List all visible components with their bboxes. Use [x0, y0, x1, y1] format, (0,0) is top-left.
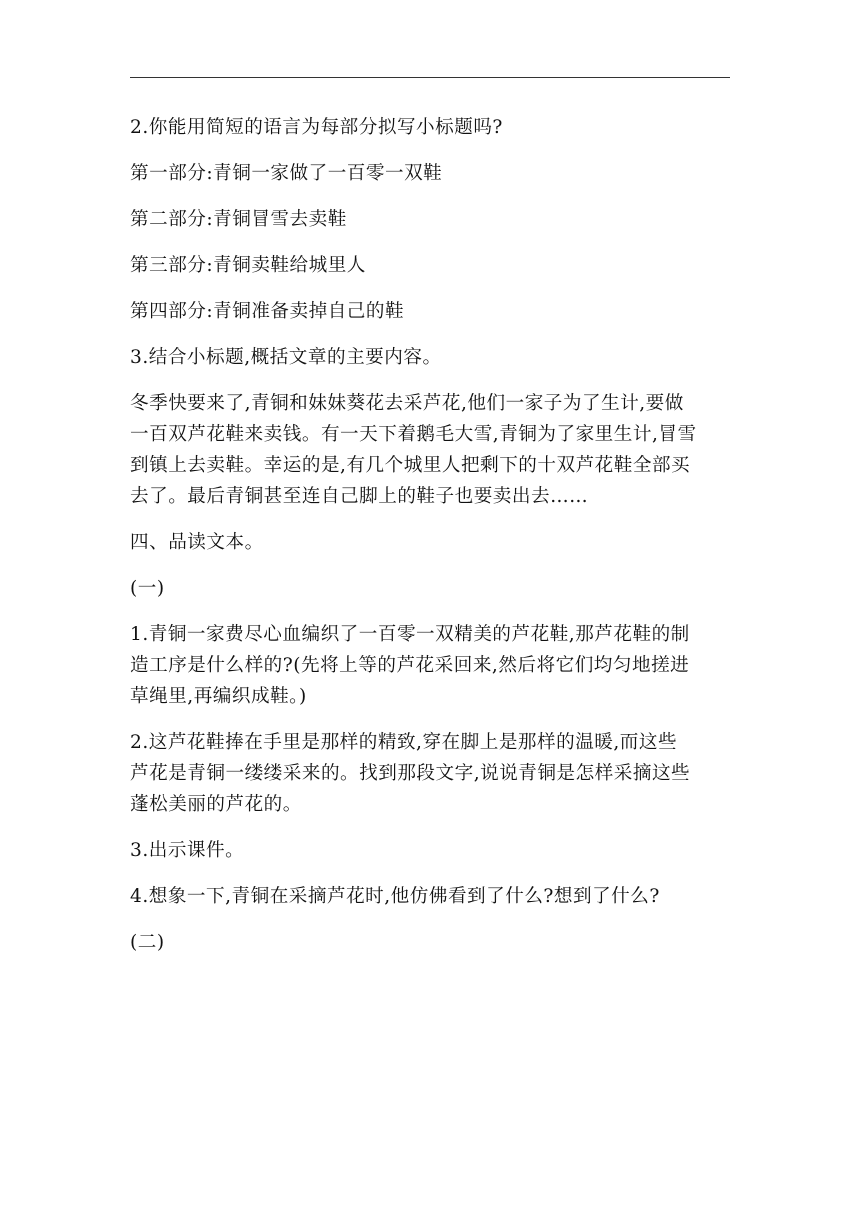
text-line: 一百双芦花鞋来卖钱。有一天下着鹅毛大雪,青铜为了家里生计,冒雪: [130, 424, 697, 445]
text-line: 2.这芦花鞋捧在手里是那样的精致,穿在脚上是那样的温暖,而这些: [130, 732, 678, 753]
paragraph: [130, 204, 735, 235]
text-line: 第二部分:青铜冒雪去卖鞋: [130, 209, 347, 230]
text-line: 冬季快要来了,青铜和妹妹葵花去采芦花,他们一家子为了生计,要做: [130, 393, 684, 414]
paragraph: [130, 342, 735, 373]
paragraph: [130, 727, 735, 820]
header-rule: [130, 77, 730, 78]
document-body: [130, 112, 735, 958]
paragraph: [130, 927, 735, 958]
paragraph: [130, 527, 735, 558]
text-line: 去了。最后青铜甚至连自己脚上的鞋子也要卖出去……: [130, 486, 589, 507]
text-line: 1.青铜一家费尽心血编织了一百零一双精美的芦花鞋,那芦花鞋的制: [130, 624, 690, 645]
text-line: 第四部分:青铜准备卖掉自己的鞋: [130, 301, 405, 322]
paragraph: [130, 835, 735, 866]
paragraph: [130, 112, 735, 143]
text-line: 3.出示课件。: [130, 840, 245, 861]
text-line: (一): [130, 578, 165, 599]
text-line: 造工序是什么样的?(先将上等的芦花采回来,然后将它们均匀地搓进: [130, 655, 690, 676]
paragraph: [130, 619, 735, 712]
text-line: 4.想象一下,青铜在采摘芦花时,他仿佛看到了什么?想到了什么?: [130, 886, 660, 907]
text-line: (二): [130, 932, 165, 953]
paragraph: [130, 881, 735, 912]
text-line: 第一部分:青铜一家做了一百零一双鞋: [130, 163, 443, 184]
text-line: 草绳里,再编织成鞋。): [130, 686, 307, 707]
paragraph: [130, 296, 735, 327]
text-line: 第三部分:青铜卖鞋给城里人: [130, 255, 366, 276]
text-line: 四、品读文本。: [130, 532, 264, 553]
paragraph: [130, 388, 735, 512]
text-line: 到镇上去卖鞋。幸运的是,有几个城里人把剩下的十双芦花鞋全部买: [130, 455, 691, 476]
text-line: 3.结合小标题,概括文章的主要内容。: [130, 347, 442, 368]
paragraph: [130, 158, 735, 189]
text-line: 蓬松美丽的芦花的。: [130, 794, 302, 815]
text-line: 2.你能用简短的语言为每部分拟写小标题吗?: [130, 117, 503, 138]
paragraph: [130, 573, 735, 604]
paragraph: [130, 250, 735, 281]
text-line: 芦花是青铜一缕缕采来的。找到那段文字,说说青铜是怎样采摘这些: [130, 763, 691, 784]
